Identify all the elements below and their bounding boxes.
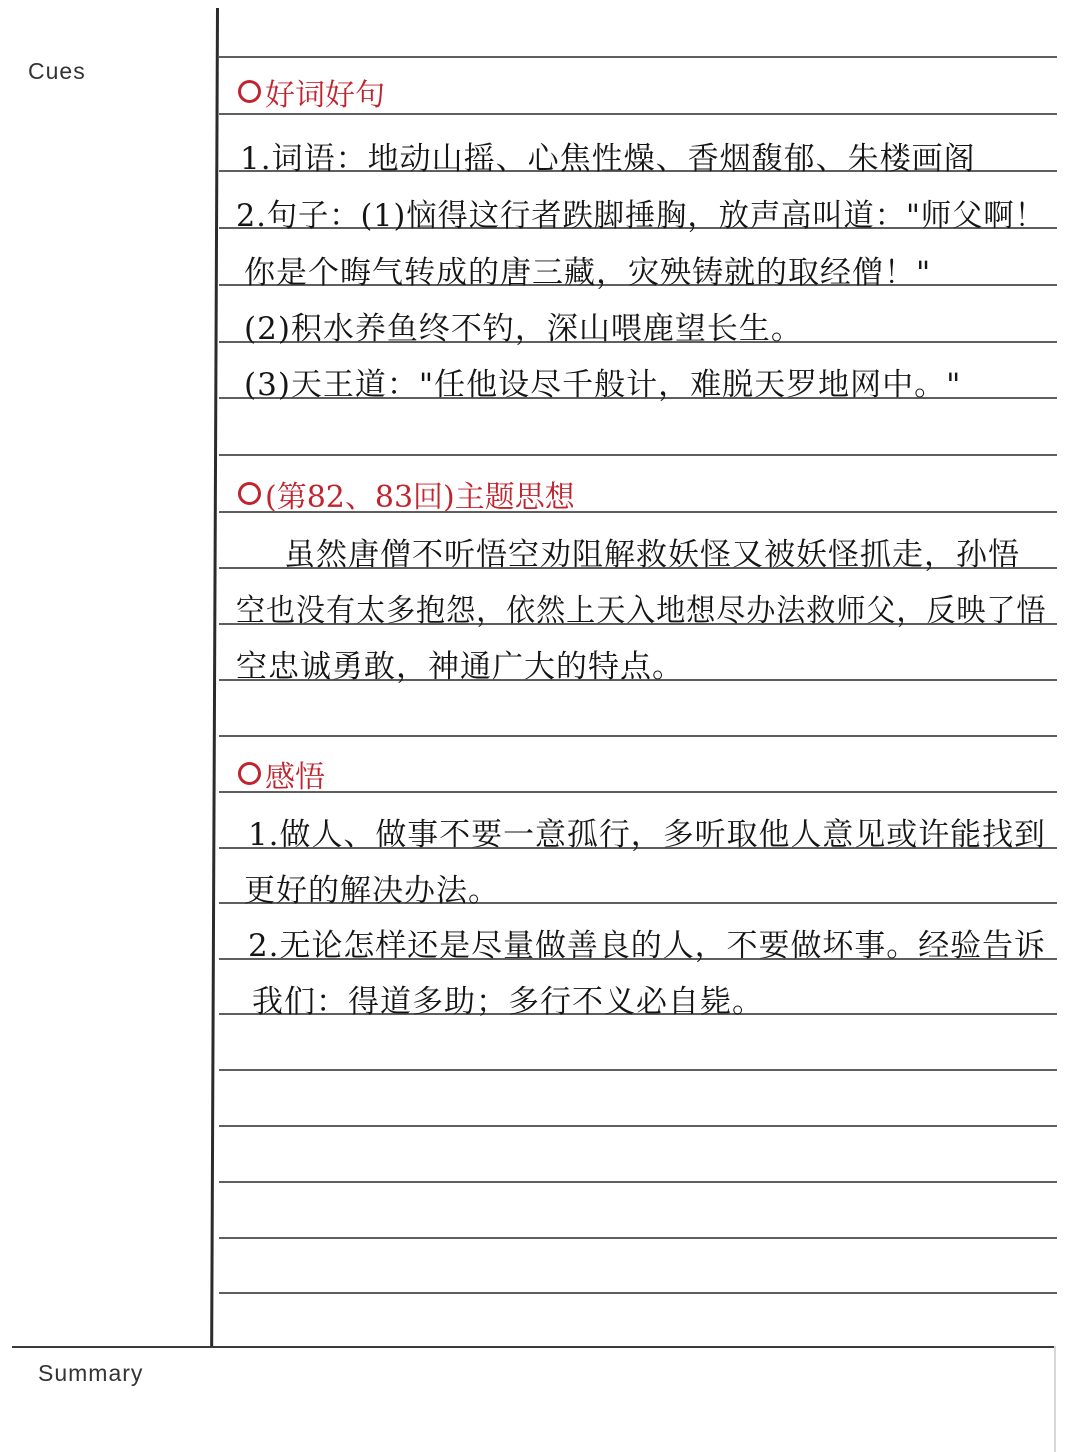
note-line: (3)天王道："任他设尽千般计，难脱天罗地网中。" bbox=[244, 367, 962, 403]
section-heading-reflection bbox=[238, 752, 325, 796]
note-line: 空也没有太多抱怨，依然上天入地想尽办法救师父，反映了悟 bbox=[236, 593, 1047, 629]
ruled-line bbox=[219, 1237, 1057, 1239]
ruled-line bbox=[219, 791, 1057, 793]
heading-text: 好词好句 bbox=[265, 78, 385, 113]
circle-bullet-icon bbox=[238, 80, 261, 103]
summary-divider bbox=[12, 1346, 1056, 1348]
heading-text: (第82、83回)主题思想 bbox=[265, 480, 575, 515]
note-line: 你是个晦气转成的唐三藏，灾殃铸就的取经僧！" bbox=[244, 255, 932, 291]
section-heading-good-words bbox=[238, 70, 385, 114]
heading-text: 感悟 bbox=[265, 760, 325, 795]
circle-bullet-icon bbox=[238, 482, 261, 505]
summary-label: Summary bbox=[38, 1360, 144, 1386]
note-line: 1.做人、做事不要一意孤行，多听取他人意见或许能找到 bbox=[248, 817, 1046, 853]
section-heading-theme bbox=[238, 472, 575, 516]
note-line: 2.句子：(1)恼得这行者跌脚捶胸，放声高叫道："师父啊！ bbox=[236, 198, 1046, 234]
note-line: 空忠诚勇敢，神通广大的特点。 bbox=[236, 649, 684, 685]
circle-bullet-icon bbox=[238, 762, 261, 785]
ruled-line bbox=[219, 1069, 1057, 1071]
ruled-line bbox=[219, 1125, 1057, 1127]
note-line: 1.词语：地动山摇、心焦性燥、香烟馥郁、朱楼画阁 bbox=[240, 141, 976, 177]
ruled-line bbox=[219, 1292, 1057, 1294]
cues-label: Cues bbox=[28, 58, 86, 84]
ruled-line bbox=[219, 1181, 1057, 1183]
page-edge bbox=[1054, 1346, 1056, 1452]
ruled-line bbox=[219, 735, 1057, 737]
cue-column-divider bbox=[210, 8, 219, 1348]
ruled-line bbox=[219, 56, 1057, 58]
note-line: 我们：得道多助；多行不义必自毙。 bbox=[252, 984, 764, 1020]
note-line: 更好的解决办法。 bbox=[244, 873, 500, 909]
note-line: (2)积水养鱼终不钓，深山喂鹿望长生。 bbox=[244, 311, 803, 347]
note-line: 虽然唐僧不听悟空劝阻解救妖怪又被妖怪抓走，孙悟 bbox=[284, 537, 1020, 573]
note-line: 2.无论怎样还是尽量做善良的人，不要做坏事。经验告诉 bbox=[248, 928, 1046, 964]
ruled-line bbox=[219, 454, 1057, 456]
